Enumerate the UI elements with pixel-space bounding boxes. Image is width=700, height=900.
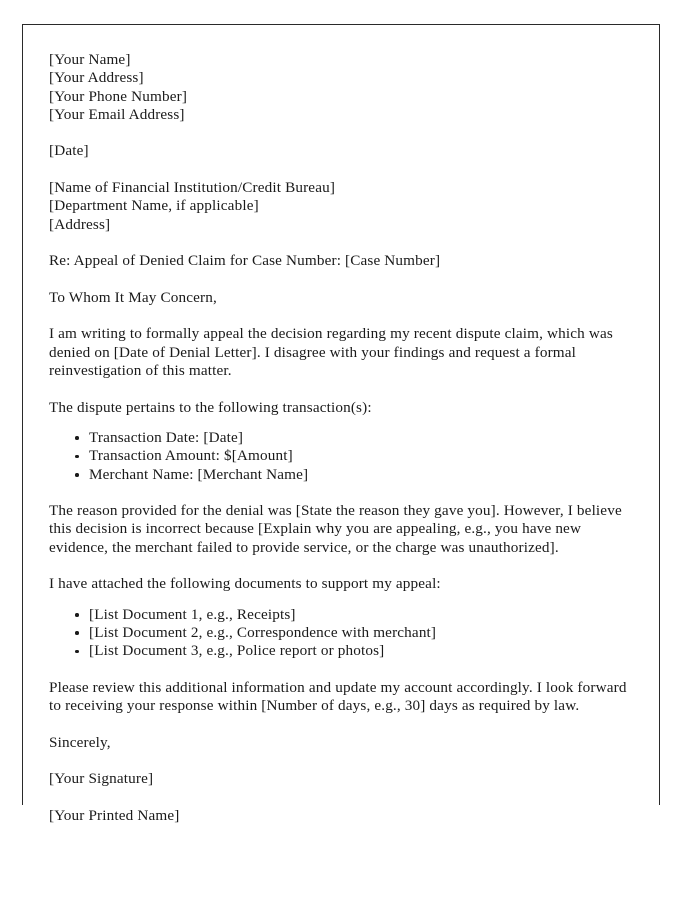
list-item-label: [List Document 3, e.g., Police report or photos] (89, 642, 385, 660)
date-line: [Date] (49, 142, 89, 160)
spacer (49, 124, 631, 142)
spacer (49, 307, 631, 325)
bullet-icon (75, 631, 79, 635)
spacer (49, 484, 631, 502)
paragraph-denial-reason: The reason provided for the denial was [State the reason they gave you]. However, I believe this decision is incorrect because [Explain why you are appealing, e.g., you have new evidence, the merchant failed to provide service, or the charge was unauthorized]. (49, 502, 622, 556)
signature-line: [Your Signature] (49, 770, 154, 788)
spacer (49, 271, 631, 289)
list-item-label: [List Document 1, e.g., Receipts] (89, 605, 296, 623)
spacer (49, 417, 631, 429)
documents-list (49, 606, 631, 661)
bullet-icon (75, 455, 79, 459)
list-item (49, 642, 631, 660)
printed-name-line: [Your Printed Name] (49, 806, 180, 824)
spacer (49, 594, 631, 606)
list-item (49, 466, 631, 484)
transactions-intro: The dispute pertains to the following transaction(s): (49, 398, 372, 416)
bullet-icon (75, 473, 79, 477)
list-item (49, 624, 631, 642)
spacer (49, 234, 631, 252)
list-item-label: Transaction Amount: $[Amount] (89, 447, 293, 465)
list-item (49, 447, 631, 465)
spacer (49, 161, 631, 179)
sign-off: Sincerely, (49, 733, 111, 751)
sender-phone-line: [Your Phone Number] (49, 87, 188, 105)
paragraph-opening: I am writing to formally appeal the decision regarding my recent dispute claim, which was denied on [Date of Denial Letter]. I disagree with your findings and request a formal reinvestigation of this matter. (49, 325, 613, 380)
list-item (49, 606, 631, 624)
sender-email-line: [Your Email Address] (49, 105, 185, 123)
list-item (49, 429, 631, 447)
spacer (49, 557, 631, 575)
list-item-label: Transaction Date: [Date] (89, 428, 244, 446)
recipient-address-line: [Address] (49, 215, 111, 233)
subject-line: Re: Appeal of Denied Claim for Case Number: [Case Number] (49, 252, 441, 270)
spacer (49, 380, 631, 398)
bullet-icon (75, 613, 79, 617)
list-item-label: Merchant Name: [Merchant Name] (89, 465, 309, 483)
documents-intro: I have attached the following documents to support my appeal: (49, 575, 441, 593)
recipient-institution-line: [Name of Financial Institution/Credit Bureau] (49, 179, 336, 197)
recipient-department-line: [Department Name, if applicable] (49, 197, 259, 215)
letter-page (22, 24, 660, 824)
recipient-address-block (49, 179, 631, 234)
spacer (49, 715, 631, 733)
letter-body (49, 51, 631, 825)
sender-name-line: [Your Name] (49, 51, 131, 68)
bullet-icon (75, 436, 79, 440)
list-item-label: [List Document 2, e.g., Correspondence with merchant] (89, 623, 437, 641)
sender-address-block (49, 51, 631, 124)
paragraph-closing: Please review this additional information and update my account accordingly. I look forward to receiving your response within [Number of days, e.g., 30] days as required by law. (49, 678, 627, 715)
spacer (49, 752, 631, 770)
transactions-list (49, 429, 631, 484)
sender-address-line: [Your Address] (49, 69, 144, 87)
salutation: To Whom It May Concern, (49, 288, 217, 306)
spacer (49, 661, 631, 679)
bullet-icon (75, 650, 79, 654)
spacer (49, 789, 631, 807)
